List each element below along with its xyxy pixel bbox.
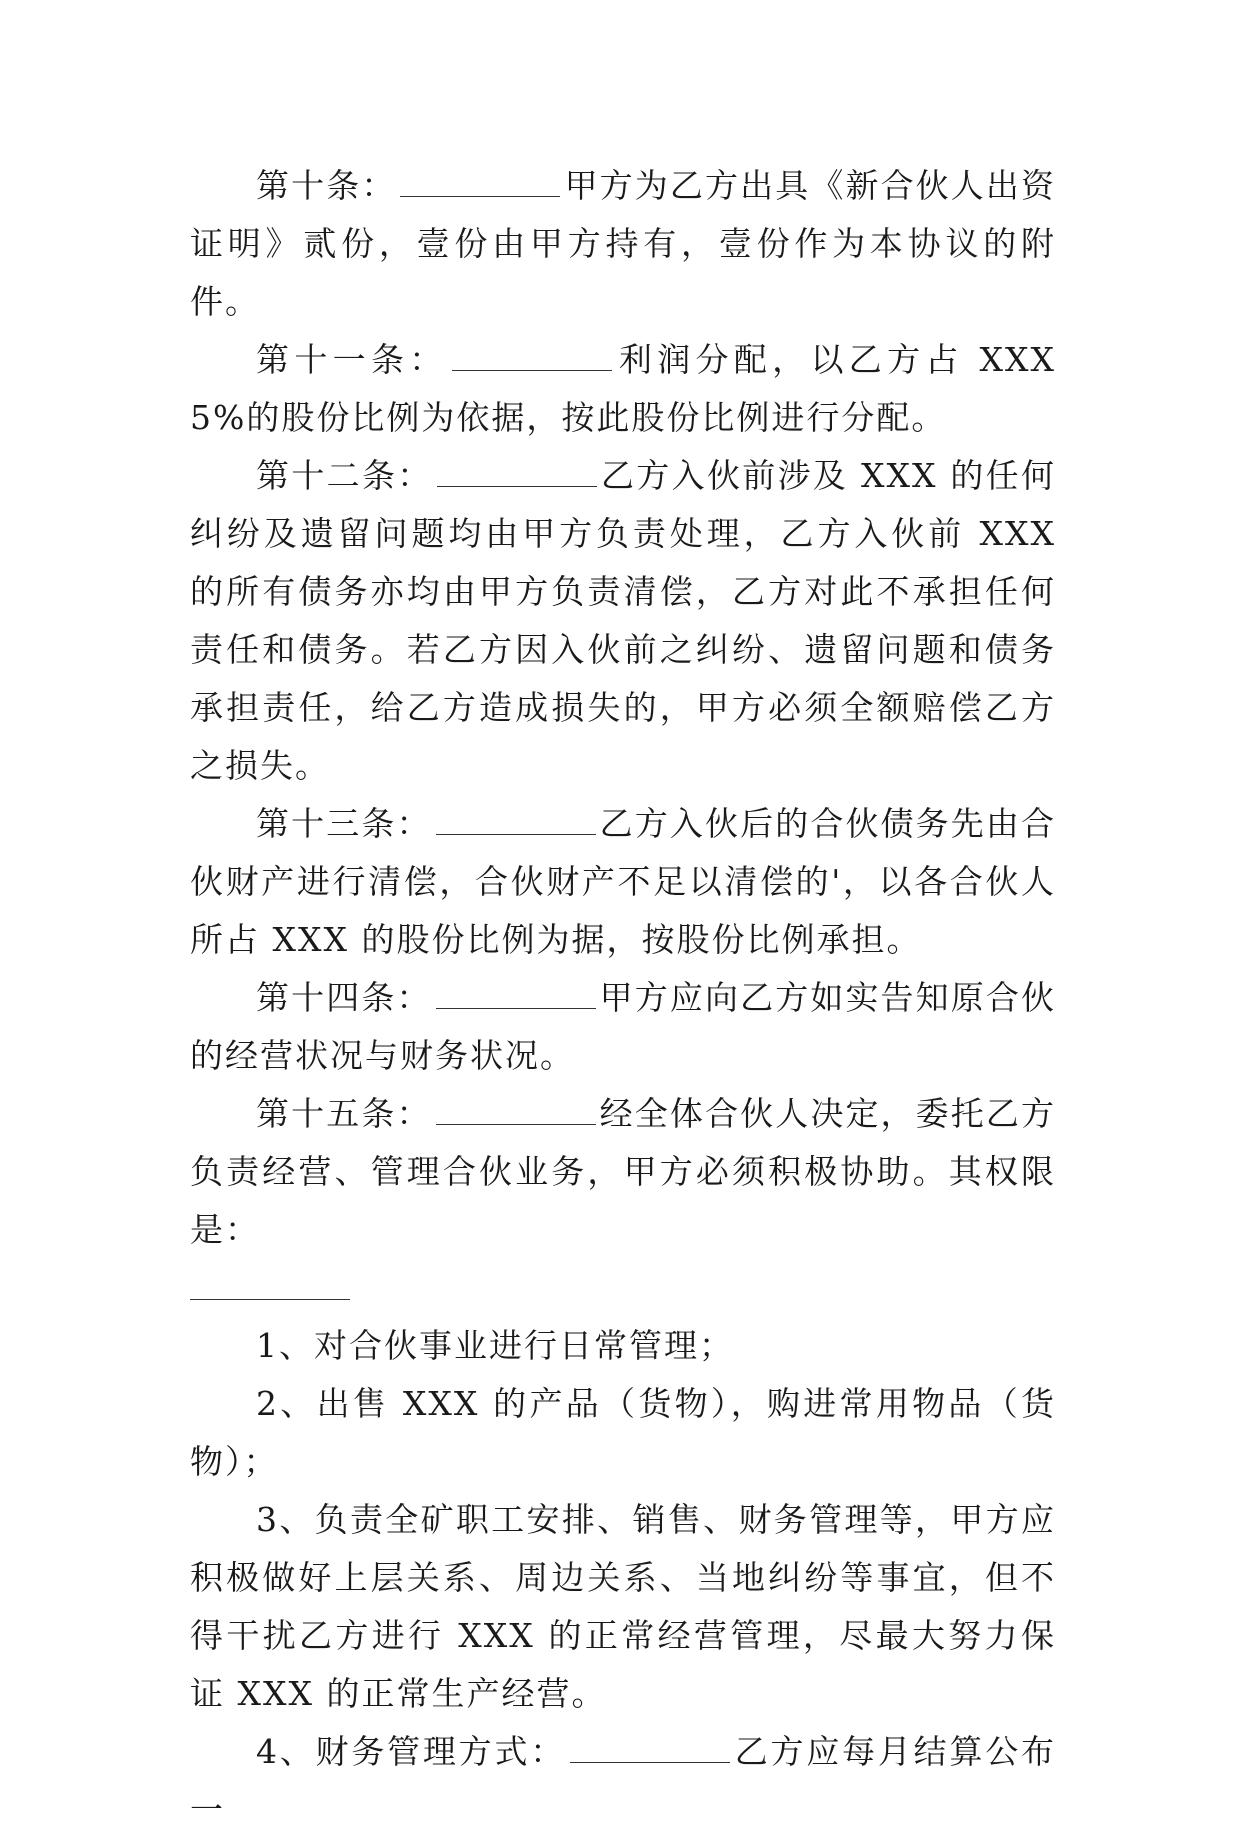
clause-13-text: 乙方入伙后的合伙债务先由合伙财产进行清偿，合伙财产不足以清偿的'，以各合伙人所占 XXX 的股份比例为据，按股份比例承担。: [190, 804, 1057, 959]
clause-13-label: 第十三条：: [256, 804, 432, 843]
fill-in-blank: [190, 1273, 350, 1300]
item-4-label: 4、财务管理方式：: [256, 1732, 566, 1771]
fill-in-blank: [570, 1736, 730, 1763]
clause-10-label: 第十条：: [256, 166, 397, 205]
item-4: [190, 1723, 1056, 1839]
clause-14-label: 第十四条：: [256, 978, 432, 1017]
fill-in-blank: [436, 1098, 596, 1125]
clause-14: [190, 969, 1056, 1085]
clause-15-text: 经全体合伙人决定，委托乙方负责经营、管理合伙业务，甲方必须积极协助。其权限是：: [190, 1094, 1057, 1249]
fill-in-blank: [437, 460, 597, 487]
clause-13: [190, 795, 1056, 969]
document-body: [190, 157, 1056, 1839]
clause-12-text: 乙方入伙前涉及 XXX 的任何纠纷及遗留问题均由甲方负责处理，乙方入伙前 XXX 的所有债务亦均由甲方负责清偿，乙方对此不承担任何责任和债务。若乙方因入伙前之纠纷、遗留问题和债务承担责任，给乙方造成损失的，甲方必须全额赔偿乙方之损失。: [190, 456, 1057, 785]
fill-in-blank: [436, 808, 596, 835]
clause-15: [190, 1085, 1056, 1259]
fill-in-blank: [436, 982, 596, 1009]
fill-in-blank: [400, 170, 560, 197]
clause-12-label: 第十二条：: [256, 456, 433, 495]
clause-11-text: 利润分配，以乙方占 XXX5%的股份比例为依据，按此股份比例进行分配。: [190, 340, 1056, 437]
fill-in-blank: [452, 344, 612, 371]
list-item: 3、负责全矿职工安排、销售、财务管理等，甲方应积极做好上层关系、周边关系、当地纠纷等事宜，但不得干扰乙方进行 XXX 的正常经营管理，尽最大努力保证 XXX 的正常生产经营。: [190, 1500, 1056, 1713]
clause-11: [190, 331, 1056, 447]
clause-12: [190, 447, 1056, 795]
clause-10: [190, 157, 1056, 331]
list-item: 1、对合伙事业进行日常管理；: [256, 1326, 734, 1365]
clause-11-label: 第十一条：: [256, 340, 448, 379]
standalone-blank-line: [190, 1259, 1056, 1317]
item-4-text: 乙方应每月结算公布一: [190, 1732, 1057, 1829]
list-item: 2、出售 XXX 的产品（货物），购进常用物品（货物）；: [190, 1384, 1056, 1481]
clause-14-text: 甲方应向乙方如实告知原合伙的经营状况与财务状况。: [190, 978, 1057, 1075]
clause-10-text: 甲方为乙方出具《新合伙人出资证明》贰份，壹份由甲方持有，壹份作为本协议的附件。: [190, 166, 1057, 321]
clause-15-label: 第十五条：: [256, 1094, 432, 1133]
